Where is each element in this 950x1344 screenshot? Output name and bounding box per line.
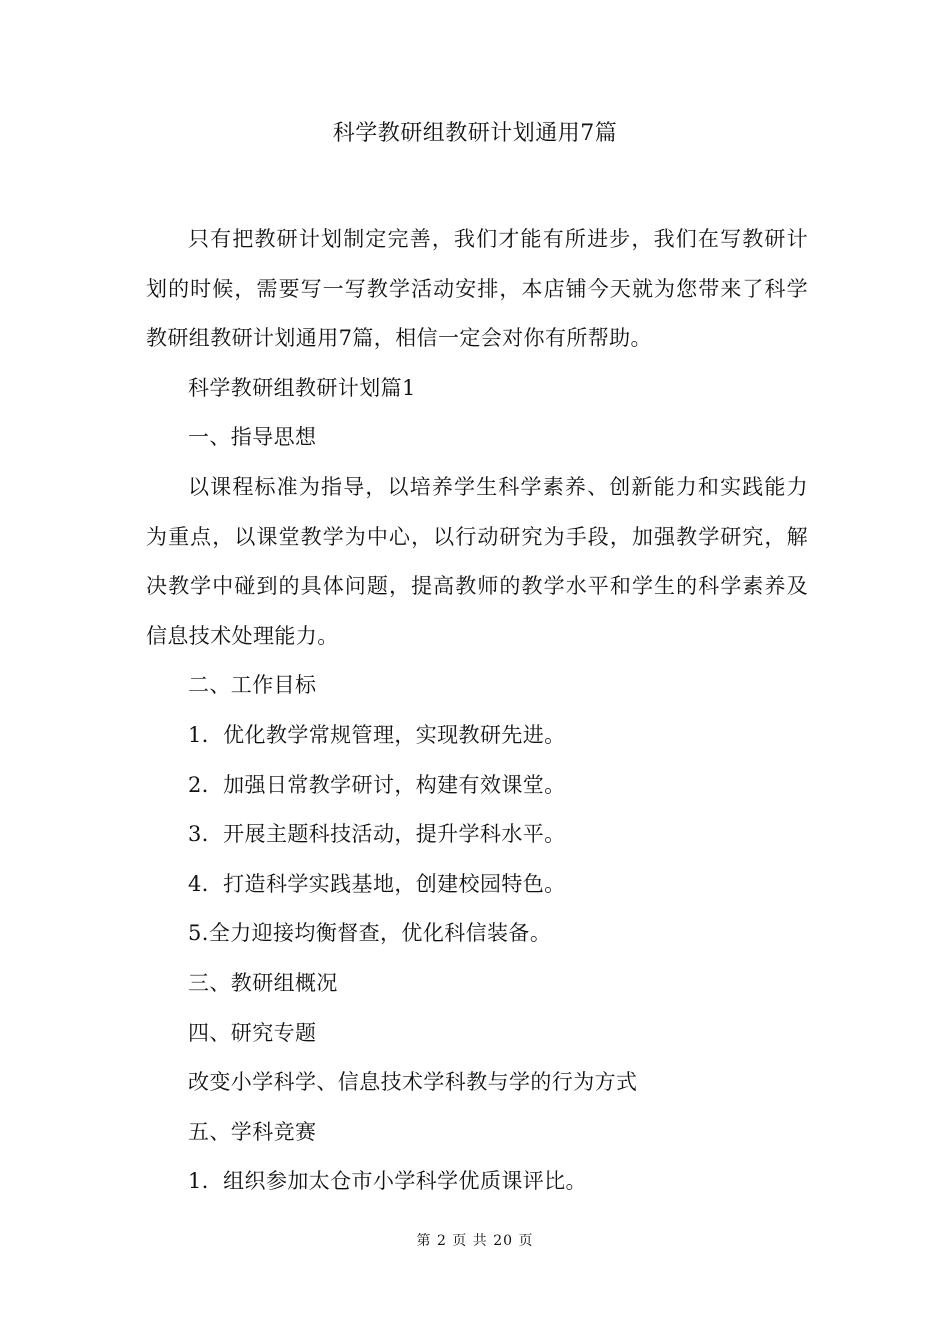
document-title: 科学教研组教研计划通用7篇 (332, 121, 618, 146)
heading-group-overview: 三、教研组概况 (188, 970, 338, 995)
document-body (146, 215, 808, 1207)
goal-item-2: 2．加强日常教学研讨，构建有效课堂。 (188, 772, 566, 797)
section-heading-plan-1: 科学教研组教研计划篇1 (188, 375, 416, 400)
heading-subject-competition: 五、学科竞赛 (188, 1119, 317, 1144)
heading-work-goals: 二、工作目标 (188, 673, 317, 698)
paragraph-guiding-ideology: 以课程标准为指导，以培养学生科学素养、创新能力和实践能力为重点，以课堂教学为中心，以行动研究为手段，加强教学研究，解决教学中碰到的具体问题，提高教师的教学水平和学生的科学素养及信息技术处理能力。 (146, 474, 808, 648)
heading-research-topic: 四、研究专题 (188, 1020, 317, 1045)
page-number-footer: 第 2 页 共 20 页 (416, 1233, 534, 1249)
intro-paragraph: 只有把教研计划制定完善，我们才能有所进步，我们在写教研计划的时候，需要写一写教学活动安排，本店铺今天就为您带来了科学教研组教研计划通用7篇，相信一定会对你有所帮助。 (146, 227, 808, 351)
goal-item-4: 4．打造科学实践基地，创建校园特色。 (188, 871, 566, 896)
goal-item-3: 3．开展主题科技活动，提升学科水平。 (188, 822, 566, 847)
paragraph-research-topic: 改变小学科学、信息技术学科教与学的行为方式 (188, 1070, 638, 1095)
goal-item-5: 5.全力迎接均衡督查，优化科信装备。 (188, 921, 552, 946)
goal-item-1: 1．优化教学常规管理，实现教研先进。 (188, 722, 566, 747)
competition-item-1: 1．组织参加太仓市小学科学优质课评比。 (188, 1169, 587, 1194)
heading-guiding-ideology: 一、指导思想 (188, 425, 317, 450)
